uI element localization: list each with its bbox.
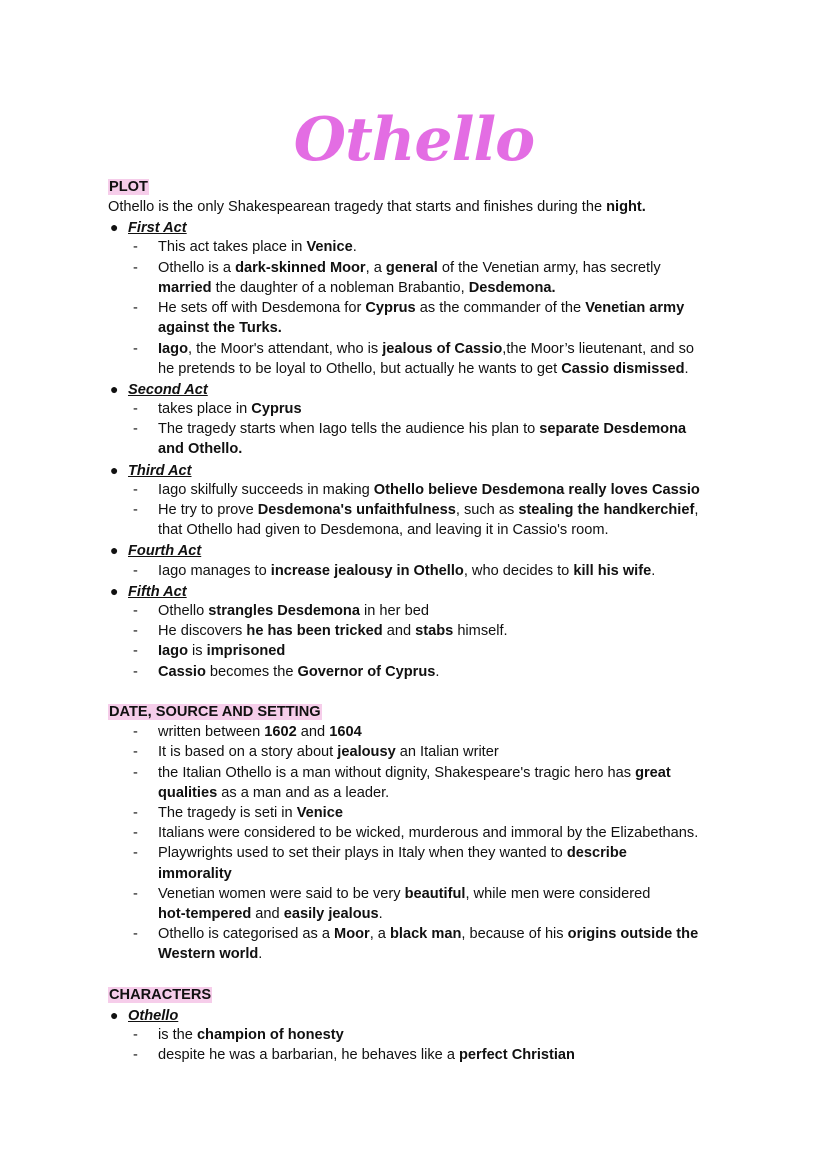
bold-text: night. — [606, 199, 646, 215]
text-span: , a — [369, 926, 390, 942]
text-span: . — [435, 664, 440, 680]
text-span: of the Venetian army, has secretly — [437, 260, 661, 276]
bullet-icon: ● — [110, 1007, 119, 1023]
text-span: takes place in — [158, 401, 252, 417]
bullet-icon: ● — [110, 462, 119, 478]
bold-text: 1602 — [264, 724, 297, 740]
dash-marker: - — [133, 724, 138, 740]
bold-text: Desdemona. — [468, 280, 556, 296]
section-heading-characters — [108, 985, 212, 1005]
bold-text: hot-tempered — [158, 906, 252, 922]
text-span: he pretends to be loyal to Othello, but actually he wants to get — [158, 361, 562, 377]
text-span: as the commander of the — [415, 300, 586, 316]
dash-marker: - — [133, 502, 138, 518]
page-title: Othello — [293, 105, 535, 175]
list-item-continuation — [158, 864, 232, 884]
dash-marker: - — [133, 765, 138, 781]
text-span: , the Moor's attendant, who is — [188, 341, 383, 357]
list-item — [133, 823, 698, 843]
bold-text: stabs — [415, 623, 454, 639]
text-span: , — [694, 502, 699, 518]
bold-text: champion of honesty — [196, 1027, 344, 1043]
bold-text: Venice — [306, 239, 353, 255]
text-span: Othello is categorised as a — [158, 926, 335, 942]
list-item — [133, 763, 671, 783]
text-span: Playwrights used to set their plays in Italy when they wanted to — [158, 845, 567, 861]
bold-text: Desdemona's unfaithfulness — [257, 502, 456, 518]
dash-marker: - — [133, 341, 138, 357]
bold-text: Governor of Cyprus — [297, 664, 436, 680]
section-heading-date — [108, 702, 322, 722]
bold-text: black man — [389, 926, 462, 942]
bold-text: jealousy — [337, 744, 396, 760]
bold-text: describe — [566, 845, 627, 861]
list-item — [133, 803, 343, 823]
text-span: CHARACTERS — [109, 987, 212, 1003]
dash-marker: - — [133, 260, 138, 276]
list-item — [133, 884, 650, 904]
list-item — [133, 561, 655, 581]
text-span: himself. — [453, 623, 508, 639]
bold-text: Iago — [158, 341, 188, 357]
dash-marker: - — [133, 300, 138, 316]
text-span: . — [651, 563, 656, 579]
bold-text: Cyprus — [365, 300, 416, 316]
bold-text: Western world — [158, 946, 259, 962]
text-span: Othello is the only Shakespearean tragedy that starts and finishes during the — [108, 199, 607, 215]
dash-marker: - — [133, 482, 138, 498]
dash-marker: - — [133, 886, 138, 902]
text-span: , a — [365, 260, 386, 276]
list-item — [133, 1025, 344, 1045]
text-span: becomes the — [205, 664, 298, 680]
list-item — [133, 500, 698, 520]
text-span: DATE, SOURCE AND SETTING — [109, 704, 321, 720]
dash-marker: - — [133, 825, 138, 841]
bold-text: general — [385, 260, 438, 276]
list-item — [133, 339, 694, 359]
bold-text: jealous of Cassio — [382, 341, 503, 357]
list-item-continuation — [158, 359, 689, 379]
bold-text: dark-skinned Moor — [235, 260, 366, 276]
text-span: as a man and as a leader. — [217, 785, 390, 801]
list-item-continuation — [158, 783, 389, 803]
bold-text: Cassio — [158, 664, 206, 680]
act-bullet-second — [110, 379, 208, 400]
list-item — [133, 601, 429, 621]
act-bullet-fourth — [110, 540, 201, 561]
dash-marker: - — [133, 926, 138, 942]
text-span: This act takes place in — [158, 239, 307, 255]
bold-text: kill his wife — [573, 563, 652, 579]
list-item — [133, 237, 357, 257]
dash-marker: - — [133, 805, 138, 821]
text-span: in her bed — [359, 603, 429, 619]
bold-text: immorality — [158, 866, 232, 882]
dash-marker: - — [133, 845, 138, 861]
bold-text: 1604 — [329, 724, 362, 740]
section-heading-plot — [108, 177, 149, 197]
bold-text: Othello believe Desdemona really loves Cassio — [373, 482, 700, 498]
text-span: despite he was a barbarian, he behaves like a — [158, 1047, 459, 1063]
bold-text: Moor — [334, 926, 370, 942]
bold-text: he has been tricked — [246, 623, 383, 639]
text-span: and — [296, 724, 330, 740]
dash-marker: - — [133, 563, 138, 579]
text-span: Fifth Act — [128, 584, 187, 600]
bold-text: separate Desdemona — [539, 421, 687, 437]
list-item — [133, 258, 661, 278]
text-span: the Italian Othello is a man without dignity, Shakespeare's tragic hero has — [158, 765, 636, 781]
bold-text: married — [158, 280, 212, 296]
list-item — [133, 742, 499, 762]
list-item — [133, 843, 627, 863]
text-span: that Othello had given to Desdemona, and leaving it in Cassio's room. — [158, 522, 609, 538]
bullet-icon: ● — [110, 542, 119, 558]
text-span: , because of his — [461, 926, 568, 942]
list-item-continuation — [158, 944, 262, 964]
text-span: Iago skilfully succeeds in making — [158, 482, 374, 498]
list-item-continuation — [158, 318, 282, 338]
bullet-icon: ● — [110, 381, 119, 397]
bullet-icon: ● — [110, 583, 119, 599]
text-span: Othello is a — [158, 260, 236, 276]
bold-text: against the Turks. — [158, 320, 282, 336]
dash-marker: - — [133, 1027, 138, 1043]
list-item — [133, 480, 700, 500]
text-span: PLOT — [109, 179, 148, 195]
bold-text: perfect Christian — [459, 1047, 575, 1063]
bold-text: increase jealousy in Othello — [270, 563, 464, 579]
bold-text: Iago — [158, 643, 188, 659]
bold-text: easily jealous — [283, 906, 379, 922]
dash-marker: - — [133, 744, 138, 760]
bold-text: qualities — [158, 785, 218, 801]
dash-marker: - — [133, 664, 138, 680]
dash-marker: - — [133, 623, 138, 639]
act-bullet-first — [110, 217, 187, 238]
list-item — [133, 419, 686, 439]
text-span: and — [382, 623, 416, 639]
text-span: . — [378, 906, 383, 922]
bold-text: Cyprus — [251, 401, 302, 417]
bullet-icon: ● — [110, 219, 119, 235]
bold-text: Venice — [296, 805, 343, 821]
text-span: , while men were considered — [465, 886, 651, 902]
bold-text: Cassio dismissed — [561, 361, 685, 377]
bold-text: imprisoned — [206, 643, 286, 659]
act-bullet-third — [110, 460, 192, 481]
text-span: It is based on a story about — [158, 744, 338, 760]
text-span: and — [251, 906, 284, 922]
bold-text: origins outside the — [567, 926, 699, 942]
text-span: Iago manages to — [158, 563, 271, 579]
text-span: He sets off with Desdemona for — [158, 300, 366, 316]
list-item — [133, 621, 508, 641]
text-span: written between — [158, 724, 265, 740]
dash-marker: - — [133, 1047, 138, 1063]
plot-intro — [108, 197, 646, 217]
text-span: the daughter of a nobleman Brabantio, — [211, 280, 469, 296]
text-span: Fourth Act — [128, 543, 202, 559]
bold-text: Venetian army — [585, 300, 685, 316]
dash-marker: - — [133, 421, 138, 437]
text-span: is — [188, 643, 207, 659]
list-item — [133, 399, 302, 419]
text-span: He discovers — [158, 623, 247, 639]
text-span: ,the Moor’s lieutenant, and so — [502, 341, 695, 357]
list-item-continuation — [158, 520, 609, 540]
list-item — [133, 662, 439, 682]
text-span: Third Act — [128, 463, 192, 479]
text-span: First Act — [128, 220, 187, 236]
text-span: an Italian writer — [395, 744, 499, 760]
text-span: The tragedy is seti in — [158, 805, 297, 821]
list-item-continuation — [158, 278, 556, 298]
bold-text: great — [635, 765, 671, 781]
list-item-continuation — [158, 904, 383, 924]
text-span: . — [258, 946, 263, 962]
bold-text: beautiful — [404, 886, 466, 902]
list-item — [133, 924, 698, 944]
text-span: , such as — [455, 502, 519, 518]
act-bullet-fifth — [110, 581, 187, 602]
bold-text: and Othello. — [158, 441, 243, 457]
text-span: The tragedy starts when Iago tells the audience his plan to — [158, 421, 540, 437]
list-item-continuation — [158, 439, 242, 459]
text-span: Othello — [128, 1008, 179, 1024]
bold-text: stealing the handkerchief — [518, 502, 695, 518]
list-item — [133, 298, 684, 318]
text-span: Second Act — [128, 382, 208, 398]
text-span: is the — [158, 1027, 197, 1043]
character-bullet-othello — [110, 1005, 178, 1026]
text-span: He try to prove — [158, 502, 258, 518]
list-item — [133, 641, 285, 661]
text-span: Venetian women were said to be very — [158, 886, 405, 902]
text-span: Italians were considered to be wicked, murderous and immoral by the Elizabethans. — [158, 825, 699, 841]
bold-text: strangles Desdemona — [208, 603, 360, 619]
text-span: . — [684, 361, 689, 377]
text-span: . — [352, 239, 357, 255]
text-span: , who decides to — [463, 563, 574, 579]
dash-marker: - — [133, 239, 138, 255]
dash-marker: - — [133, 643, 138, 659]
dash-marker: - — [133, 401, 138, 417]
dash-marker: - — [133, 603, 138, 619]
list-item — [133, 1045, 575, 1065]
text-span: Othello — [158, 603, 209, 619]
list-item — [133, 722, 362, 742]
